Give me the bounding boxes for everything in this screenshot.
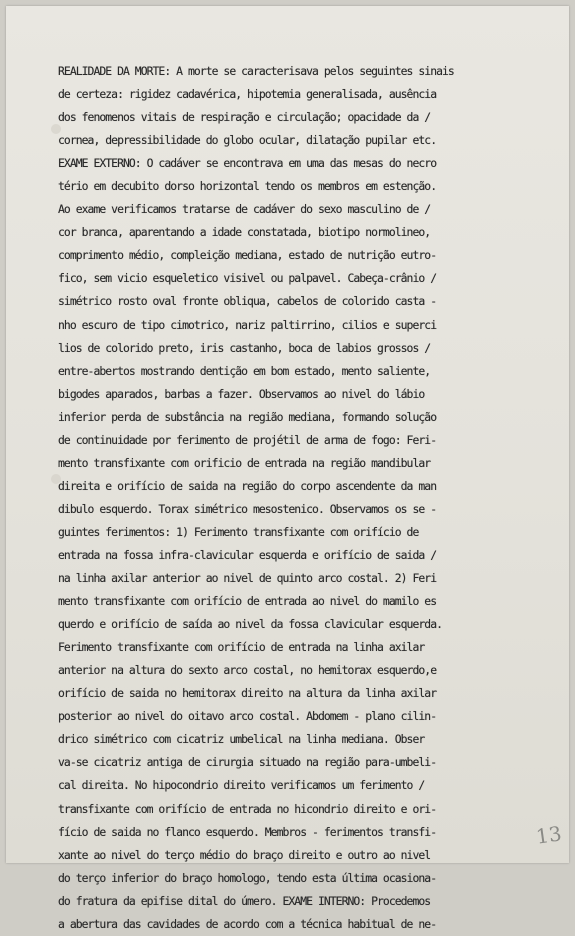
- text-line: cornea, depressibilidade do globo ocular, dilatação pupilar etc.: [58, 133, 437, 148]
- text-line: comprimento médio, compleição mediana, estado de nutrição eutro-: [58, 248, 437, 263]
- text-line: do terço inferior do braço homologo, tendo esta última ocasiona-: [58, 870, 437, 885]
- text-line: xante ao nivel do terço médio do braço direito e outro ao nivel: [58, 847, 431, 862]
- text-line: REALIDADE DA MORTE: A morte se caracterisava pelos seguintes sinais: [58, 64, 454, 78]
- text-line: inferior perda de substância na região mediana, formando solução: [58, 409, 437, 424]
- text-line: EXAME EXTERNO: O cadáver se encontrava em uma das mesas do necro: [58, 156, 437, 171]
- text-line: de certeza: rigidez cadavérica, hipotemia generalisada, ausência: [58, 87, 437, 102]
- text-line: posterior ao nivel do oitavo arco costal. Abdomem - plano cilin-: [58, 709, 437, 724]
- text-line: entre-abertos mostrando dentição em bom estado, mento saliente,: [58, 363, 431, 378]
- text-line: a abertura das cavidades de acordo com a técnica habitual de ne-: [58, 916, 437, 931]
- text-line: va-se cicatriz antiga de cirurgia situado na região para-umbeli-: [58, 755, 437, 770]
- text-line: direita e orifício de saida na região do corpo ascendente da man: [58, 478, 437, 493]
- text-line: bigodes aparados, barbas a fazer. Observamos ao nivel do lábio: [58, 386, 425, 401]
- text-line: fico, sem vicio esqueletico visivel ou palpavel. Cabeça-crânio /: [58, 271, 437, 286]
- text-line: guintes ferimentos: 1) Ferimento transfixante com orifício de: [58, 524, 419, 539]
- typewritten-body: [58, 60, 512, 936]
- text-line: entrada na fossa infra-clavicular esquerda e orifício de saida /: [58, 547, 437, 562]
- text-line: fício de saida no flanco esquerdo. Membros - ferimentos transfi-: [58, 824, 437, 839]
- text-line: dos fenomenos vitais de respiração e circulação; opacidade da /: [58, 110, 431, 125]
- text-line: orifício de saida no hemitorax direito na altura da linha axilar: [58, 686, 437, 701]
- text-line: lios de colorido preto, iris castanho, boca de labios grossos /: [58, 340, 431, 355]
- text-line: de continuidade por ferimento de projétil de arma de fogo: Feri-: [58, 432, 437, 447]
- text-line: do fratura da epifise dital do úmero. EXAME INTERNO: Procedemos: [58, 893, 431, 908]
- text-line: mento transfixante com orificio de entrada na região mandibular: [58, 455, 431, 470]
- text-line: transfixante com orifício de entrada no hicondrio direito e ori-: [58, 801, 437, 816]
- text-line: nho escuro de tipo cimotrico, nariz paltirrino, cilios e superci: [58, 317, 437, 332]
- text-line: Ferimento transfixante com orifício de entrada na linha axilar: [58, 640, 425, 655]
- text-line: na linha axilar anterior ao nivel de quinto arco costal. 2) Feri: [58, 571, 437, 586]
- page-number: 13: [534, 821, 563, 849]
- text-line: querdo e orifício de saída ao nivel da fossa clavicular esquerda.: [58, 617, 443, 632]
- text-line: cor branca, aparentando a idade constatada, biotipo normolineo,: [58, 225, 431, 240]
- text-line: dibulo esquerdo. Torax simétrico mesostenico. Observamos os se -: [58, 501, 437, 516]
- text-line: cal direita. No hipocondrio direito verificamos um ferimento /: [58, 778, 425, 793]
- text-line: anterior na altura do sexto arco costal, no hemitorax esquerdo,e: [58, 663, 437, 678]
- text-line: mento transfixante com orifício de entrada ao nivel do mamilo es: [58, 594, 437, 609]
- text-line: simétrico rosto oval fronte obliqua, cabelos de colorido casta -: [58, 294, 437, 309]
- text-line: drico simétrico com cicatriz umbelical na linha mediana. Obser: [58, 732, 425, 747]
- text-line: Ao exame verificamos tratarse de cadáver do sexo masculino de /: [58, 202, 431, 217]
- text-line: tério em decubito dorso horizontal tendo os membros em estenção.: [58, 179, 437, 194]
